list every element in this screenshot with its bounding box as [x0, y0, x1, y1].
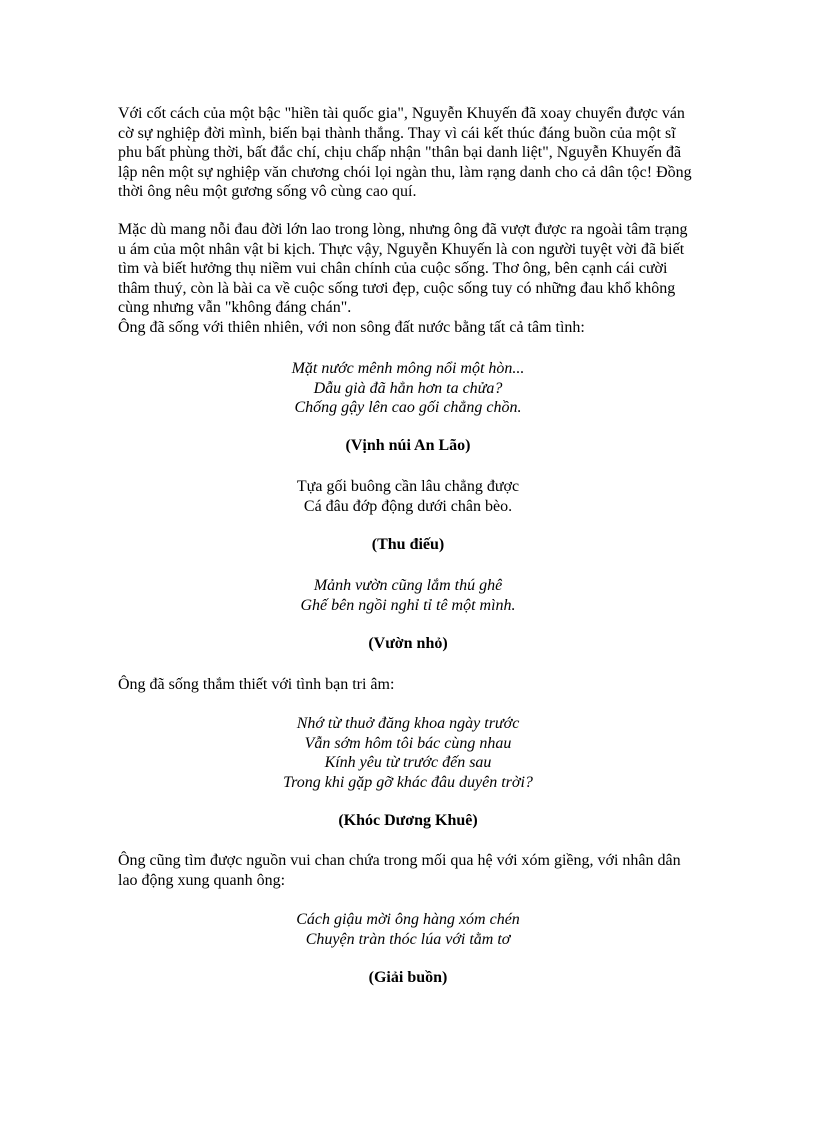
poem-line: Chuyện tràn thóc lúa với tằm tơ	[305, 930, 511, 948]
paragraph-friendship	[118, 675, 708, 695]
text-line: u ám của một nhân vật bi kịch. Thực vậy, Nguyễn Khuyến là con người tuyệt vời đã biết	[118, 240, 685, 258]
poem-source-title: (Khóc Dương Khuê)	[338, 812, 478, 829]
poem-source-title: (Vịnh núi An Lão)	[345, 437, 471, 454]
poem-line: Mảnh vườn cũng lắm thú ghê	[313, 577, 503, 594]
poem-source-title: (Thu điếu)	[371, 536, 445, 553]
text-line: cùng nhưng vẫn "không đáng chán".	[118, 299, 352, 316]
paragraph-nature	[118, 220, 708, 337]
poem-line: Trong khi gặp gỡ khác đâu duyên trời?	[283, 773, 533, 791]
text-line: lập nên một sự nghiệp văn chương chói lọi ngàn thu, làm rạng danh cho cả dân tộc! Đồng	[118, 163, 692, 181]
poem-line: Cá đâu đớp động dưới chân bèo.	[303, 497, 513, 515]
text-line: Ông đã sống thắm thiết với tình bạn tri âm:	[118, 676, 395, 693]
poem-thu-dieu	[0, 477, 816, 516]
paragraph-neighbors	[118, 851, 708, 890]
text-line: thời ông nêu một gương sống vô cùng cao quí.	[118, 183, 417, 200]
text-line: thâm thuý, còn là bài ca về cuộc sống tươi đẹp, cuộc sống tuy có những đau khổ không	[118, 279, 676, 297]
poem-line: Ghế bên ngồi nghỉ tỉ tê một mình.	[300, 596, 516, 614]
poem-line: Mặt nước mênh mông nổi một hòn...	[291, 360, 525, 377]
poem-line: Kính yêu từ trước đến sau	[324, 754, 492, 771]
poem-vuon-nho	[0, 576, 816, 615]
text-line: lao động xung quanh ông:	[118, 871, 286, 889]
text-line: Mặc dù mang nỗi đau đời lớn lao trong lòng, nhưng ông đã vượt được ra ngoài tâm trạng	[118, 221, 688, 238]
poem-line: Tựa gối buông cần lâu chẳng được	[296, 478, 520, 495]
poem-vinh-nui-an-lao	[0, 359, 816, 418]
poem-line: Nhớ từ thuở đăng khoa ngày trước	[296, 715, 520, 732]
poem-line: Dẫu già đã hẳn hơn ta chửa?	[313, 379, 503, 397]
text-line: tìm và biết hưởng thụ niềm vui chân chính của cuộc sống. Thơ ông, bên cạnh cái cười	[118, 260, 668, 277]
poem-giai-buon	[0, 910, 816, 949]
poem-source-title: (Vườn nhỏ)	[368, 635, 448, 652]
text-line: cờ sự nghiệp đời mình, biến bại thành thắng. Thay vì cái kết thúc đáng buồn của một sĩ	[118, 124, 676, 142]
poem-source-title: (Giải buồn)	[368, 969, 448, 986]
text-line: phu bất phùng thời, bất đắc chí, chịu chấp nhận "thân bại danh liệt", Nguyễn Khuyến đã	[118, 144, 682, 161]
text-line: Với cốt cách của một bậc "hiền tài quốc gia", Nguyễn Khuyến đã xoay chuyển được ván	[118, 105, 685, 122]
poem-line: Cách giậu mời ông hàng xóm chén	[296, 911, 520, 928]
paragraph-intro	[118, 104, 708, 202]
poem-khoc-duong-khue	[0, 714, 816, 792]
text-line: Ông cũng tìm được nguồn vui chan chứa trong mối qua hệ với xóm giềng, với nhân dân	[118, 852, 681, 869]
poem-line: Chống gậy lên cao gối chẳng chồn.	[294, 399, 522, 416]
text-line: Ông đã sống với thiên nhiên, với non sông đất nước bằng tất cả tâm tình:	[118, 318, 585, 336]
poem-line: Vẫn sớm hôm tôi bác cùng nhau	[304, 734, 512, 752]
